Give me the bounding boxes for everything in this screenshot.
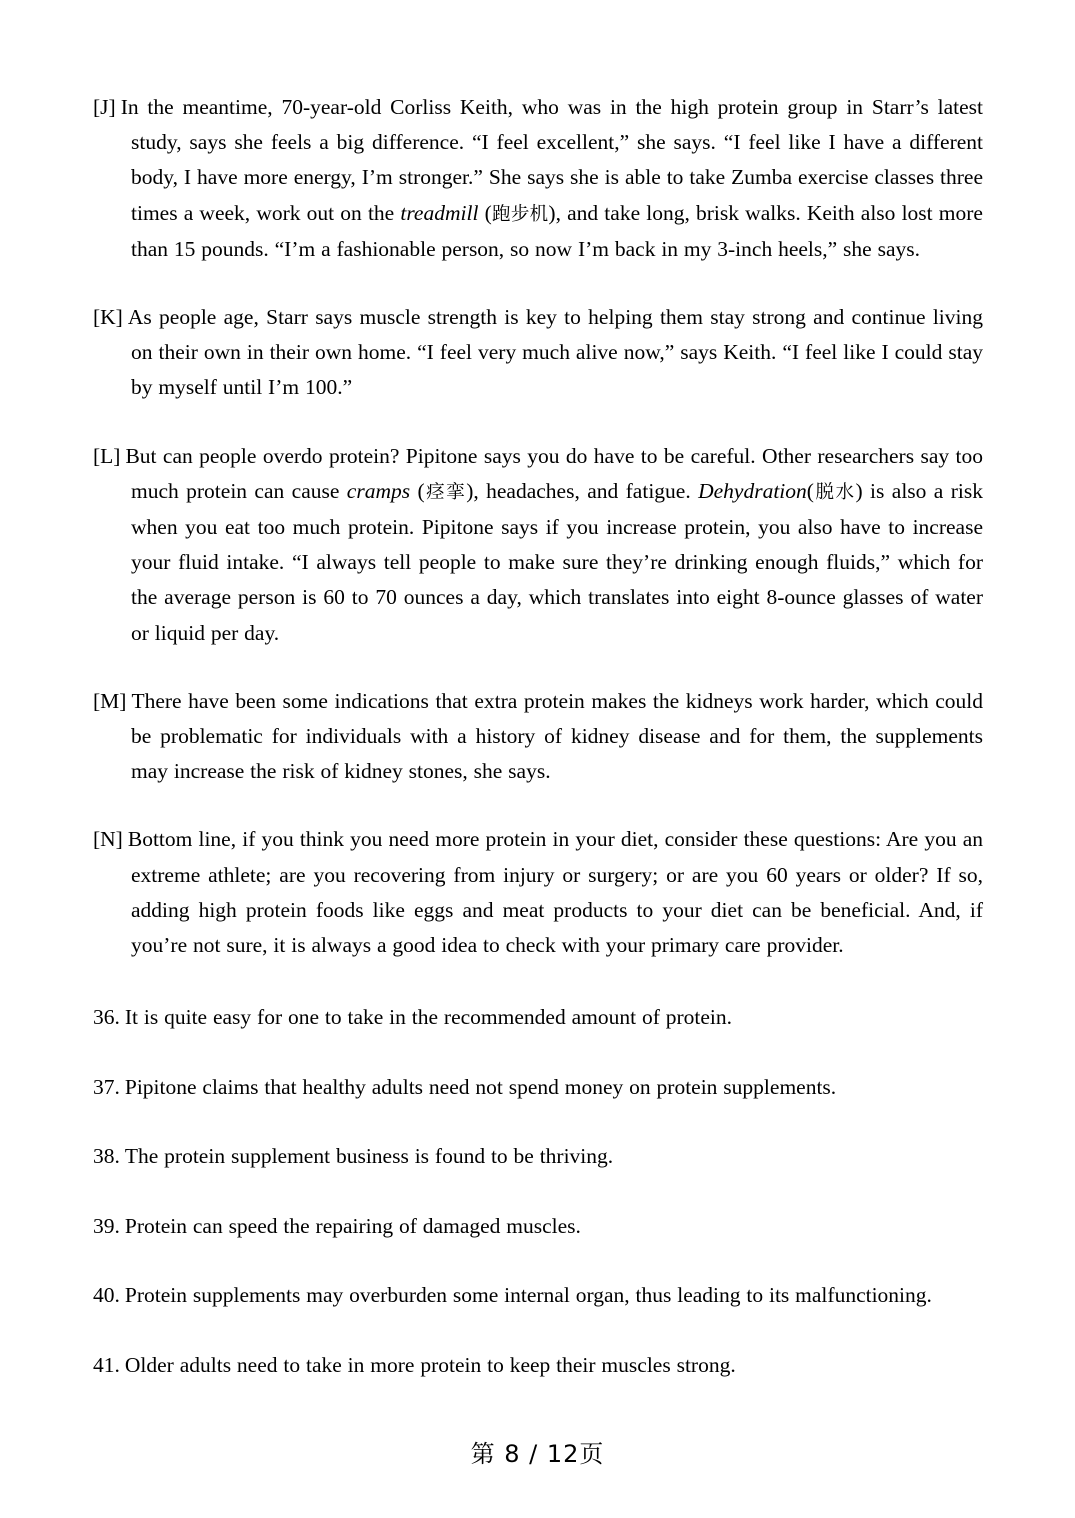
paragraph-text: Bottom line, if you think you need more protein in your diet, consider these questions: Are you an extreme athlete; are you recovering from injury or surgery; or are you 60 years or older? If so, adding high protein foods like eggs and meat products to your diet can be beneficial. And, if you’re not sure, it is always a good idea to check with your primary care provider.: [127, 827, 983, 958]
statement-item: [93, 1348, 983, 1382]
page-footer: [0, 1434, 1075, 1469]
paragraph-label: [J]: [93, 95, 116, 119]
passage-paragraph: [93, 822, 983, 963]
statement-number: 39.: [93, 1213, 120, 1238]
paragraph-text: ) is also a risk when you eat too much protein. Pipitone says if you increase protein, you also have to increase your fluid intake. “I always tell people to make sure they’re drinking enough fluids,” which for the average person is 60 to 70 ounces a day, which translates into eight 8-ounce glasses of water or liquid per day.: [131, 478, 983, 645]
paragraph-text: But can people overdo protein? Pipitone says you do have to be careful. Other researchers say too much protein can cause: [125, 443, 983, 503]
statement-item: [93, 1139, 983, 1173]
passage-paragraph: [93, 684, 983, 790]
chinese-gloss: 痉挛: [424, 481, 467, 503]
paragraph-label: [L]: [93, 443, 121, 468]
statement-text: It is quite easy for one to take in the recommended amount of protein.: [124, 1005, 732, 1029]
passage-paragraph: [93, 439, 983, 651]
statement-item: [93, 1209, 983, 1243]
page-number-label: 第 8 / 12页: [470, 1440, 605, 1468]
paragraph-label: [N]: [93, 827, 123, 852]
statement-item: [93, 1278, 983, 1312]
statement-item: [93, 1070, 983, 1104]
statement-number: 40.: [93, 1283, 120, 1307]
statement-number: 41.: [93, 1352, 120, 1377]
paragraph-text: As people age, Starr says muscle strength is key to helping them stay strong and continue living on their own in their own home. “I feel very much alive now,” says Keith. “I feel like I could stay by myself until I’m 100.”: [127, 305, 983, 400]
paragraph-text: (: [478, 200, 492, 225]
italic-term: Dehydration: [698, 478, 807, 503]
reading-passage-paragraphs: [93, 90, 983, 963]
chinese-gloss: 脱水: [813, 481, 856, 503]
statement-number: 37.: [93, 1074, 120, 1099]
paragraph-text: In the meantime, 70-year-old Corliss Keith, who was in the high protein group in Starr’s latest study, says she feels a big difference. “I feel excellent,” she says. “I feel like I have a different body, I have more energy, I’m stronger.” She says she is able to take Zumba exercise classes three times a week, work out on the: [120, 95, 983, 225]
statement-text: Pipitone claims that healthy adults need not spend money on protein supplements.: [124, 1074, 837, 1099]
chinese-gloss: 跑步机: [491, 203, 549, 225]
statement-text: The protein supplement business is found to be thriving.: [124, 1144, 614, 1168]
statement-text: Protein supplements may overburden some internal organ, thus leading to its malfunctioning.: [124, 1283, 932, 1307]
paragraph-label: [K]: [93, 305, 123, 330]
statement-number: 36.: [93, 1005, 120, 1029]
paragraph-label: [M]: [93, 688, 127, 713]
passage-paragraph: [93, 300, 983, 406]
passage-paragraph: [93, 90, 983, 267]
paragraph-text: There have been some indications that extra protein makes the kidneys work harder, which could be problematic for individuals with a history of kidney disease and for them, the supplements may increase the risk of kidney stones, she says.: [131, 688, 983, 784]
statement-text: Protein can speed the repairing of damaged muscles.: [124, 1213, 581, 1238]
statement-item: [93, 1000, 983, 1034]
statement-question-list: [93, 1000, 983, 1382]
statement-number: 38.: [93, 1144, 120, 1168]
paragraph-text: (: [806, 478, 814, 503]
paragraph-text: ), and take long, brisk walks. Keith also lost more than 15 pounds. “I’m a fashionable person, so now I’m back in my 3-inch heels,” she says.: [131, 200, 983, 261]
italic-term: cramps: [346, 478, 411, 503]
statement-text: Older adults need to take in more protein to keep their muscles strong.: [124, 1352, 736, 1377]
paragraph-text: (: [410, 478, 425, 503]
paragraph-text: ), headaches, and fatigue.: [466, 478, 699, 503]
italic-term: treadmill: [400, 200, 479, 225]
